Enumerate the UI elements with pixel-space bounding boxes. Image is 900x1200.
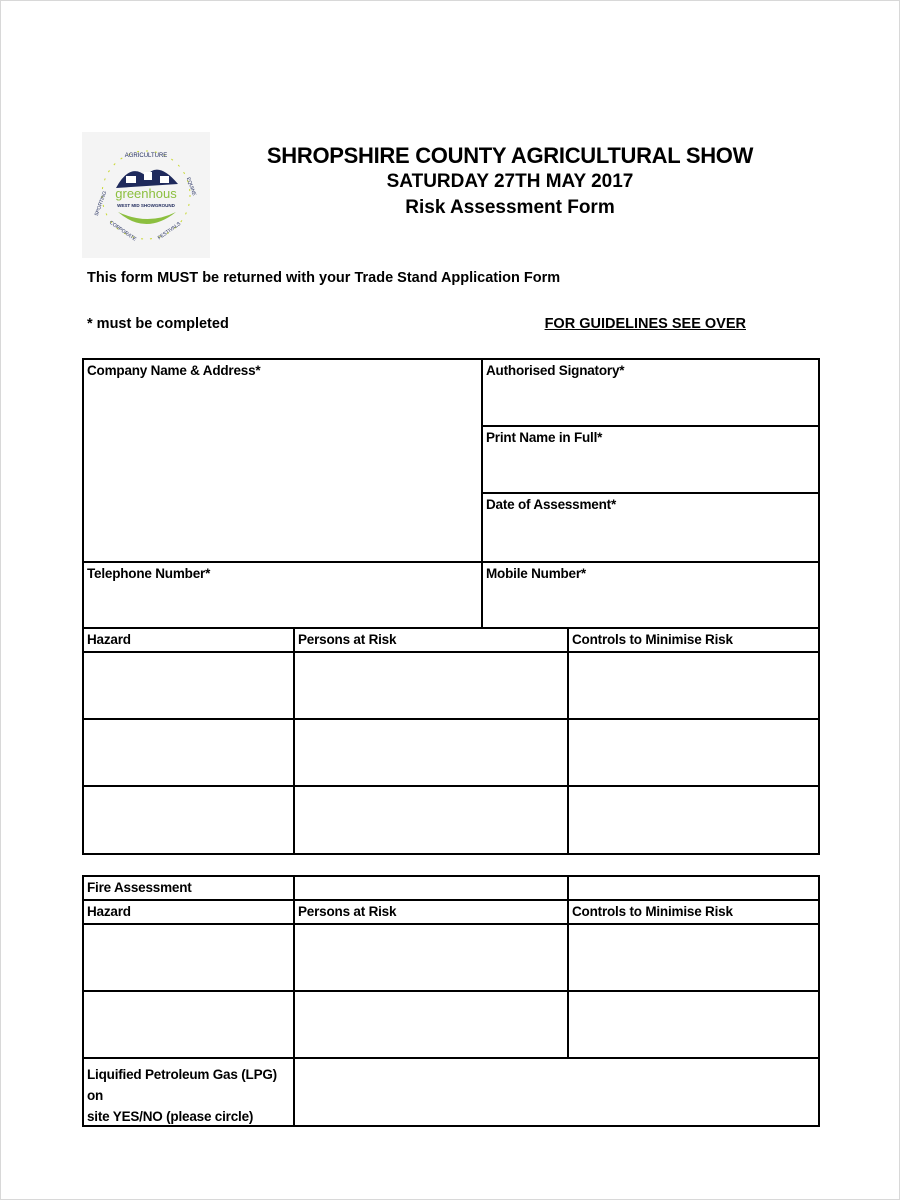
fire-title-blank-1	[293, 875, 569, 901]
lpg-question-line-2: site YES/NO (please circle)	[87, 1109, 254, 1124]
logo-ring-bottom-left: CORPORATE	[108, 219, 138, 243]
fire-row-2-controls[interactable]	[567, 990, 820, 1059]
lpg-details-cell[interactable]	[293, 1057, 820, 1127]
risk-row-1-hazard[interactable]	[82, 651, 295, 720]
risk-header-persons	[293, 627, 569, 653]
logo-ring-right: EQUINE	[184, 176, 198, 197]
logo-ring-left: SPORTING	[93, 190, 109, 217]
date-assessment-field[interactable]	[481, 492, 820, 563]
fire-header-hazard-label: Hazard	[87, 904, 131, 919]
fire-header-persons	[293, 899, 569, 925]
fire-row-1-hazard[interactable]	[82, 923, 295, 992]
fire-header-controls-label: Controls to Minimise Risk	[572, 904, 733, 919]
risk-header-hazard-label: Hazard	[87, 632, 131, 647]
lpg-question-cell[interactable]	[82, 1057, 295, 1127]
risk-row-1-controls[interactable]	[567, 651, 820, 720]
lpg-question-line-1: Liquified Petroleum Gas (LPG) on	[87, 1067, 277, 1103]
fire-row-2-hazard[interactable]	[82, 990, 295, 1059]
print-name-label: Print Name in Full*	[486, 430, 603, 445]
logo-tagline: WEST MID SHOWGROUND	[117, 203, 175, 208]
fire-assessment-title: Fire Assessment	[87, 880, 192, 895]
fire-header-persons-label: Persons at Risk	[298, 904, 397, 919]
telephone-label: Telephone Number*	[87, 566, 211, 581]
telephone-field[interactable]	[82, 561, 483, 629]
guidelines-link[interactable]: FOR GUIDELINES SEE OVER	[544, 316, 746, 332]
mobile-label: Mobile Number*	[486, 566, 586, 581]
fire-title-blank-2	[567, 875, 820, 901]
authorised-signatory-field[interactable]	[481, 358, 820, 427]
fire-title-cell	[82, 875, 295, 901]
authorised-signatory-label: Authorised Signatory*	[486, 363, 625, 378]
required-note: * must be completed	[87, 316, 229, 332]
risk-row-2-hazard[interactable]	[82, 718, 295, 787]
risk-header-controls	[567, 627, 820, 653]
risk-header-controls-label: Controls to Minimise Risk	[572, 632, 733, 647]
fire-row-2-persons[interactable]	[293, 990, 569, 1059]
fire-row-1-persons[interactable]	[293, 923, 569, 992]
company-address-label: Company Name & Address*	[87, 363, 261, 378]
risk-row-3-hazard[interactable]	[82, 785, 295, 855]
fire-header-controls	[567, 899, 820, 925]
mobile-field[interactable]	[481, 561, 820, 629]
logo-wordmark: greenhous	[115, 186, 177, 201]
show-date: SATURDAY 27TH MAY 2017	[386, 171, 634, 192]
fire-row-1-controls[interactable]	[567, 923, 820, 992]
risk-row-3-persons[interactable]	[293, 785, 569, 855]
fire-header-hazard	[82, 899, 295, 925]
print-name-field[interactable]	[481, 425, 820, 494]
logo-ring-bottom-right: FESTIVALS	[156, 221, 183, 242]
logo-ring-top: AGRICULTURE	[124, 153, 168, 159]
risk-row-3-controls[interactable]	[567, 785, 820, 855]
date-assessment-label: Date of Assessment*	[486, 497, 617, 512]
risk-row-2-persons[interactable]	[293, 718, 569, 787]
greenhous-logo	[82, 132, 210, 258]
risk-header-persons-label: Persons at Risk	[298, 632, 397, 647]
company-address-field[interactable]	[82, 358, 483, 563]
risk-header-hazard	[82, 627, 295, 653]
title-block	[240, 143, 780, 221]
show-title: SHROPSHIRE COUNTY AGRICULTURAL SHOW	[266, 143, 754, 168]
form-title: Risk Assessment Form	[405, 197, 615, 218]
risk-row-1-persons[interactable]	[293, 651, 569, 720]
return-notice: This form MUST be returned with your Trade Stand Application Form	[87, 270, 561, 286]
risk-row-2-controls[interactable]	[567, 718, 820, 787]
